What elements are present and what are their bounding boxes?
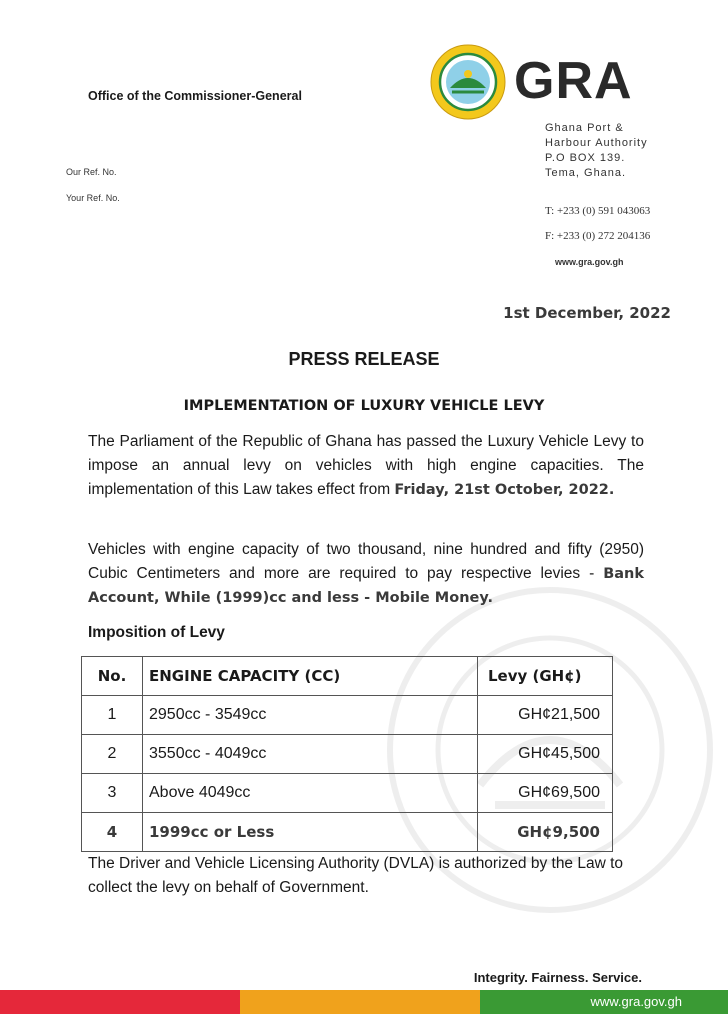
header-no: No.	[82, 657, 143, 696]
row-no: 2	[82, 735, 143, 774]
footer-orange-segment	[240, 990, 480, 1014]
effective-date: Friday, 21st October, 2022.	[394, 482, 615, 498]
address-line: P.O BOX 139.	[545, 152, 626, 164]
footer-red-segment	[0, 990, 240, 1014]
payment-methods: Bank Account, While (1999)cc and less - Mobile Money.	[88, 566, 644, 606]
row-levy: GH¢21,500	[478, 696, 613, 735]
gra-seal-logo-icon	[430, 44, 506, 120]
address-line: Ghana Port &	[545, 122, 624, 134]
paragraph-1	[88, 430, 644, 502]
row-no: 3	[82, 774, 143, 813]
row-levy: GH¢69,500	[478, 774, 613, 813]
address-block	[545, 121, 648, 181]
paragraph-1-text: The Parliament of the Republic of Ghana has passed the Luxury Vehicle Levy to impose an annual levy on vehicles with high engine capacities. The implementation of this Law takes effect from	[88, 433, 644, 498]
your-ref-label: Your Ref. No.	[66, 193, 120, 203]
closing-paragraph: The Driver and Vehicle Licensing Authority (DVLA) is authorized by the Law to collect the levy on behalf of Government.	[88, 855, 624, 896]
table-row	[82, 735, 613, 774]
table-title: Imposition of Levy	[88, 624, 225, 641]
table-header-row	[82, 657, 613, 696]
header-levy: Levy (GH¢)	[478, 657, 613, 696]
our-ref-label: Our Ref. No.	[66, 167, 117, 177]
website-footer: www.gra.gov.gh	[590, 994, 682, 1009]
press-release-title: PRESS RELEASE	[288, 349, 440, 369]
gra-brand-text: GRA	[514, 52, 633, 110]
paragraph-2	[88, 538, 644, 610]
row-capacity: 1999cc or Less	[143, 813, 478, 852]
row-levy: GH¢9,500	[478, 813, 613, 852]
table-row	[82, 813, 613, 852]
fax: F: +233 (0) 272 204136	[545, 230, 651, 242]
website-header: www.gra.gov.gh	[555, 257, 624, 267]
header-capacity: ENGINE CAPACITY (CC)	[143, 657, 478, 696]
row-no: 1	[82, 696, 143, 735]
subject-heading: IMPLEMENTATION OF LUXURY VEHICLE LEVY	[183, 398, 545, 414]
telephone: T: +233 (0) 591 043063	[545, 205, 651, 217]
row-levy: GH¢45,500	[478, 735, 613, 774]
motto: Integrity. Fairness. Service.	[473, 970, 642, 985]
address-line: Tema, Ghana.	[545, 167, 627, 179]
paragraph-2-text: Vehicles with engine capacity of two thousand, nine hundred and fifty (2950) Cubic Centimeters and more are required to pay respective levies -	[88, 541, 644, 582]
release-date: 1st December, 2022	[503, 304, 671, 322]
office-title: Office of the Commissioner-General	[88, 89, 302, 103]
address-line: Harbour Authority	[545, 137, 648, 149]
levy-table	[81, 656, 613, 852]
row-capacity: 2950cc - 3549cc	[143, 696, 478, 735]
table-row	[82, 774, 613, 813]
row-capacity: 3550cc - 4049cc	[143, 735, 478, 774]
table-row	[82, 696, 613, 735]
row-no: 4	[82, 813, 143, 852]
row-capacity: Above 4049cc	[143, 774, 478, 813]
